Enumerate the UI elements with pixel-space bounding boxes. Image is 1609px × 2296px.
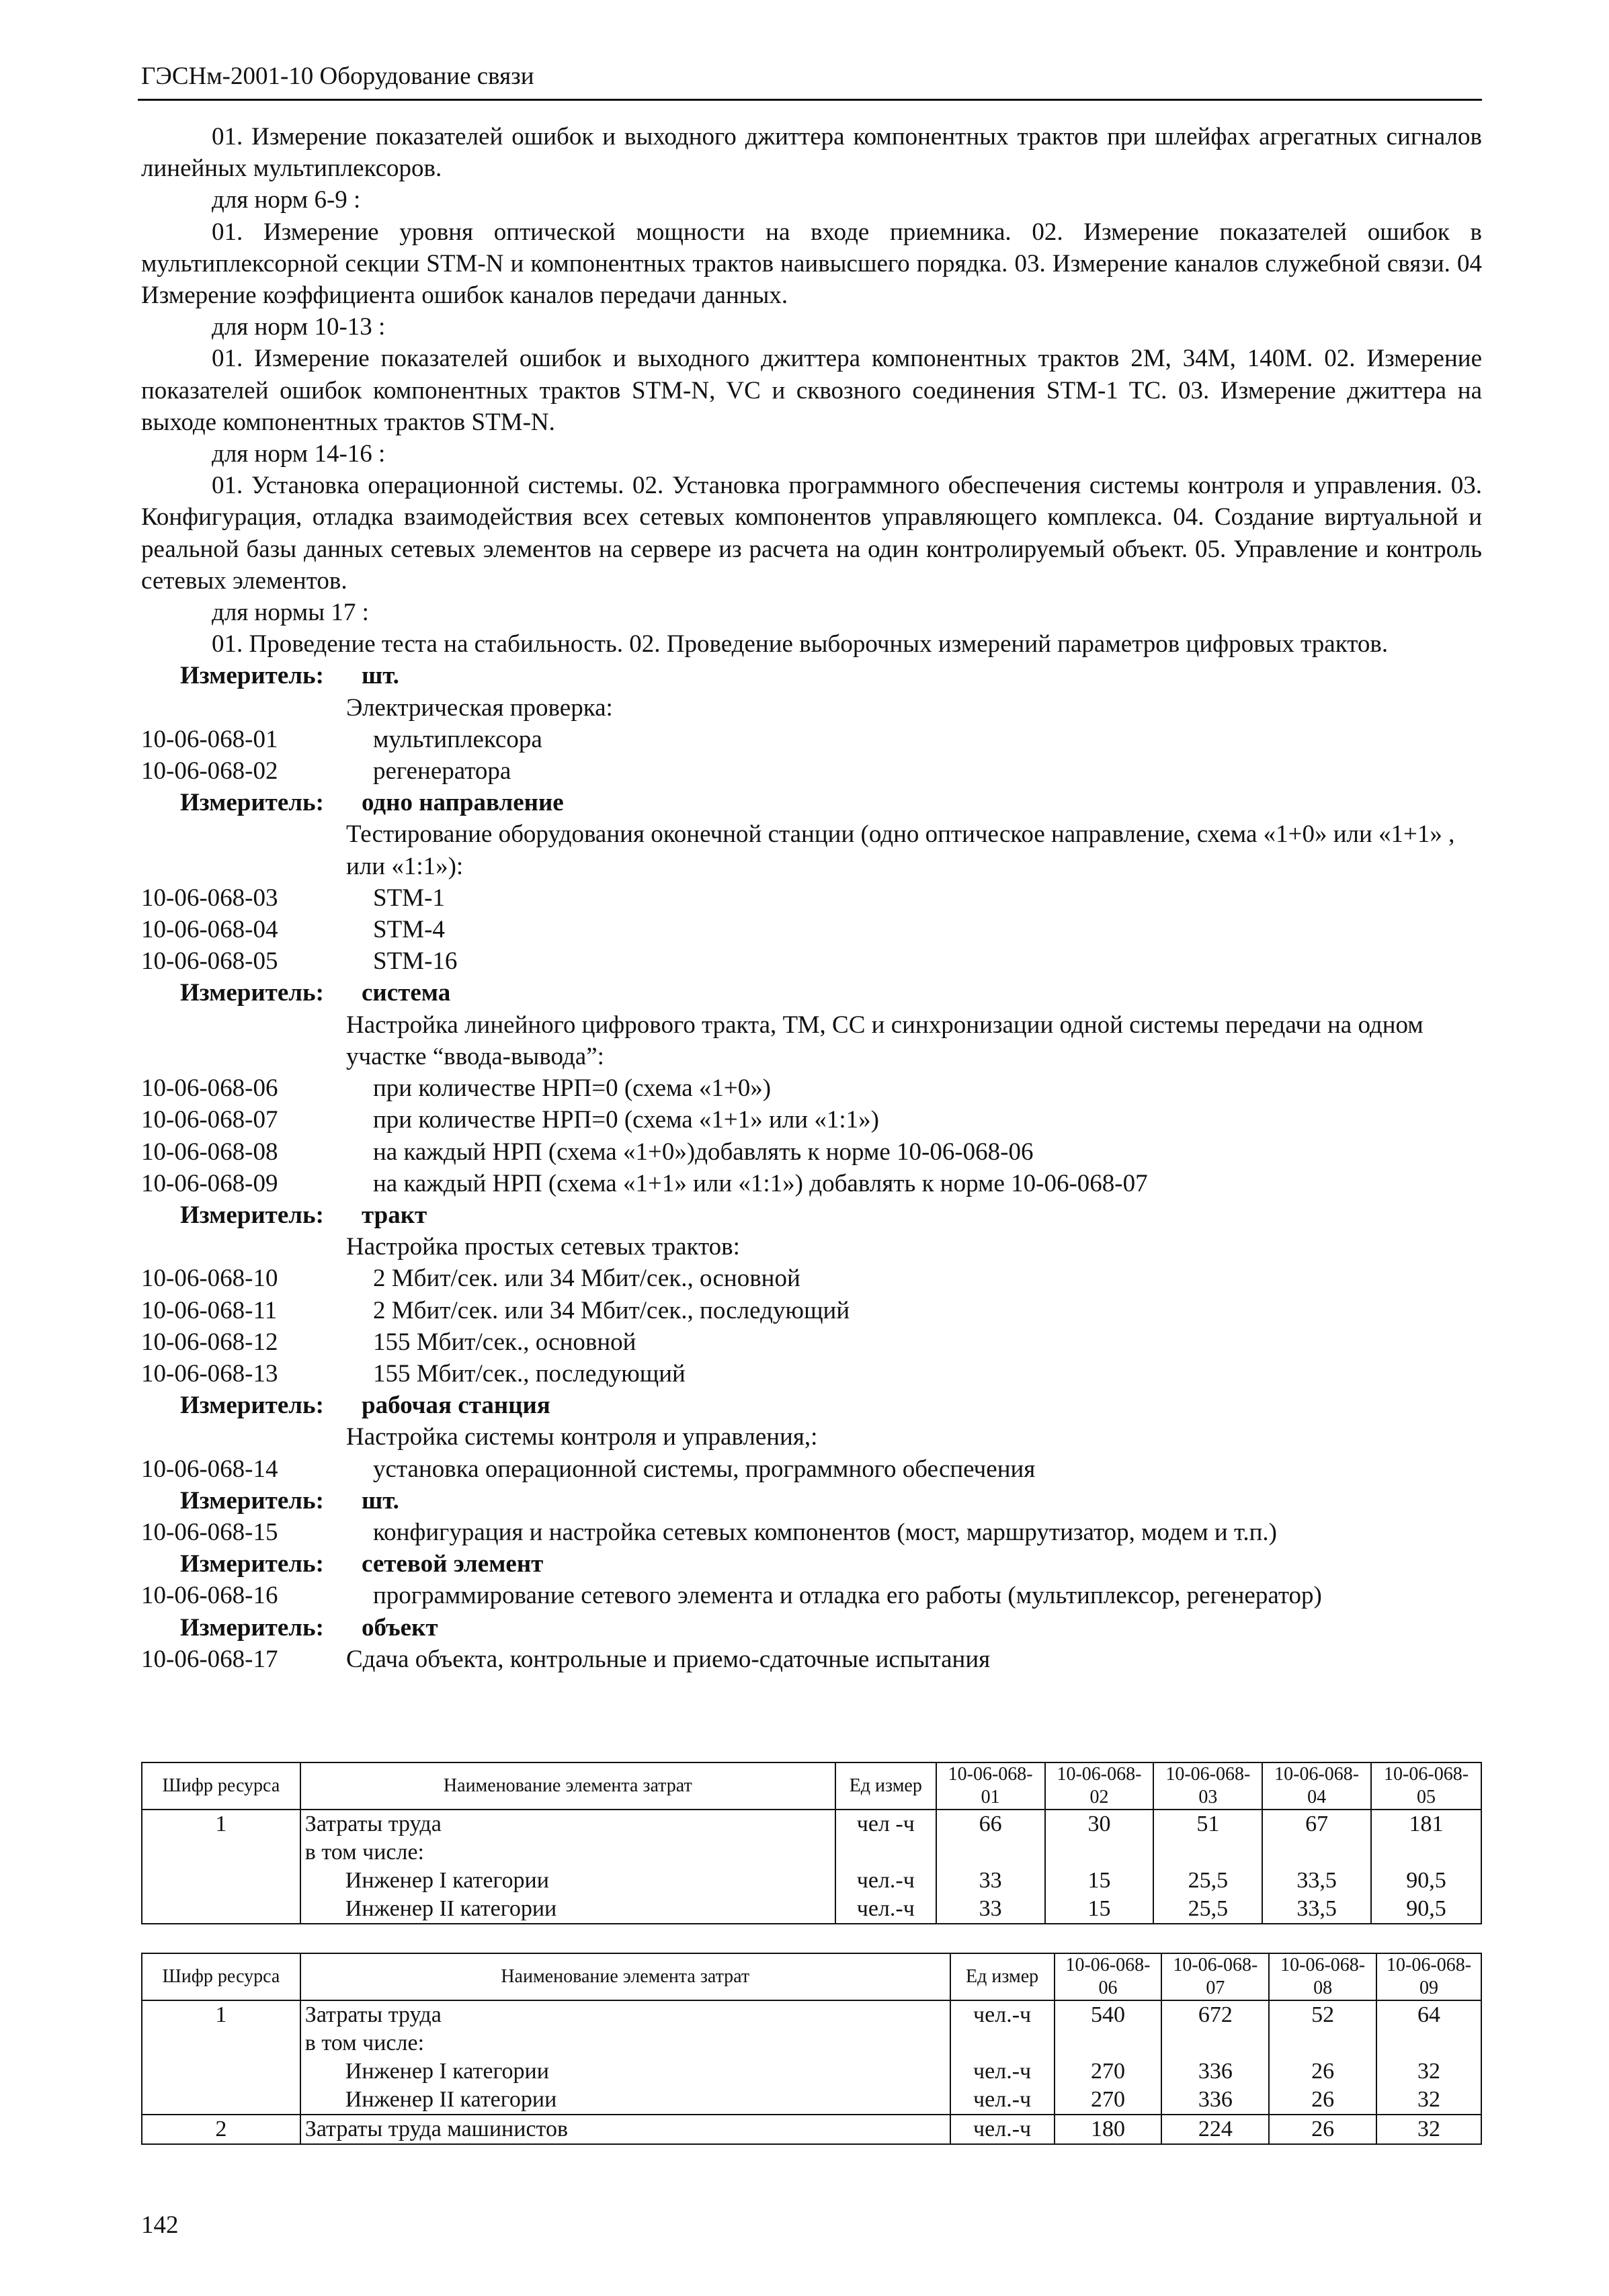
column-header-norm: 10-06-068-07 xyxy=(1161,1953,1269,2000)
group-title-row: Тестирование оборудования оконечной станции (одно оптическое направление, схема «1+0» или «1+1» , или «1:1»): xyxy=(346,820,1455,880)
norm-row: 10-06-068-15 конфигурация и настройка сетевых компонентов (мост, маршрутизатор, модем и т.п.) xyxy=(141,1518,1277,1546)
norm-row: 10-06-068-11 2 Мбит/сек. или 34 Мбит/сек., последующий xyxy=(141,1296,850,1324)
table-row: Инженер II категории чел.-ч 270 336 26 32 xyxy=(142,2086,1481,2115)
table-row: Инженер I категории чел.-ч 270 336 26 32 xyxy=(142,2057,1481,2086)
measure-unit-line: Измеритель: система xyxy=(180,979,451,1007)
norm-row: 10-06-068-02 регенератора xyxy=(141,757,511,785)
measure-unit-line: Измеритель: шт. xyxy=(180,1486,399,1515)
norm-range-label: для норм 10-13 : xyxy=(212,313,386,341)
table-row: в том числе: xyxy=(142,1838,1481,1867)
column-header-name: Наименование элемента затрат xyxy=(300,1762,835,1810)
norm-row: 10-06-068-04 STM-4 xyxy=(141,916,445,944)
page-number: 142 xyxy=(141,2211,179,2239)
group-title-row: Настройка системы контроля и управления,: xyxy=(346,1423,818,1451)
norm-row: 10-06-068-16 программирование сетевого элемента и отладка его работы (мультиплексор, регенератор) xyxy=(141,1582,1322,1610)
document-body xyxy=(141,121,1482,1675)
column-header-norm: 10-06-068-05 xyxy=(1371,1762,1481,1810)
column-header-norm: 10-06-068-02 xyxy=(1045,1762,1154,1810)
measure-unit-line: Измеритель: объект xyxy=(180,1613,438,1642)
table-row: в том числе: xyxy=(142,2029,1481,2057)
group-title-row: Настройка простых сетевых трактов: xyxy=(346,1233,740,1261)
norm-range-label: для норм 14-16 : xyxy=(212,440,386,468)
norm-row: 10-06-068-09 на каждый НРП (схема «1+1» или «1:1») добавлять к норме 10-06-068-07 xyxy=(141,1169,1148,1197)
paragraph: 01. Установка операционной системы. 02. Установка программного обеспечения системы контроля и управления. 03. Конфигурация, отладка взаимодействия всех сетевых компонентов управляющего комплекса. 04. Создание виртуальной и реальной базы данных сетевых элементов на сервере из расчета на один контролируемый объект. 05. Управление и контроль сетевых элементов. xyxy=(141,472,1482,595)
norm-range-label: для нормы 17 : xyxy=(212,599,369,627)
measure-unit-line: Измеритель: одно направление xyxy=(180,789,564,817)
measure-unit-line: Измеритель: сетевой элемент xyxy=(180,1550,544,1578)
table-row: 1 Затраты труда чел -ч 66 30 51 67 181 xyxy=(142,1810,1481,1838)
norm-row: 10-06-068-01 мультиплексора xyxy=(141,725,542,753)
column-header-norm: 10-06-068-01 xyxy=(936,1762,1045,1810)
norm-row: 10-06-068-05 STM-16 xyxy=(141,947,458,976)
table-row: 1 Затраты труда чел.-ч 540 672 52 64 xyxy=(142,2000,1481,2029)
header-divider xyxy=(138,99,1482,101)
resource-table-1 xyxy=(141,1762,1482,1924)
table-row: Инженер II категории чел.-ч 33 15 25,5 33,5 90,5 xyxy=(142,1895,1481,1924)
norm-row: 10-06-068-12 155 Мбит/сек., основной xyxy=(141,1328,636,1356)
column-header-code: Шифр ресурса xyxy=(142,1953,300,2000)
column-header-norm: 10-06-068-08 xyxy=(1269,1953,1376,2000)
page-header: ГЭСНм-2001-10 Оборудование связи xyxy=(141,62,534,90)
norm-range-label: для норм 6-9 : xyxy=(212,186,361,214)
resource-tables xyxy=(141,1762,1482,2173)
column-header-unit: Ед измер xyxy=(950,1953,1055,2000)
measure-unit-line: Измеритель: тракт xyxy=(180,1201,427,1229)
column-header-norm: 10-06-068-09 xyxy=(1376,1953,1481,2000)
norm-row: 10-06-068-08 на каждый НРП (схема «1+0»)добавлять к норме 10-06-068-06 xyxy=(141,1138,1034,1166)
norm-row: 10-06-068-13 155 Мбит/сек., последующий xyxy=(141,1359,686,1388)
paragraph: 01. Измерение уровня оптической мощности на входе приемника. 02. Измерение показателей ошибок в мультиплексорной секции STM-N и компонентных трактов наивысшего порядка. 03. Измерение каналов служебной связи. 04 Измерение коэффициента ошибок каналов передачи данных. xyxy=(141,218,1482,310)
column-header-norm: 10-06-068-03 xyxy=(1153,1762,1262,1810)
column-header-code: Шифр ресурса xyxy=(142,1762,300,1810)
norm-row: 10-06-068-17 Сдача объекта, контрольные и приемо-сдаточные испытания xyxy=(141,1645,991,1673)
norm-row: 10-06-068-03 STM-1 xyxy=(141,884,445,912)
table-row: 2 Затраты труда машинистов чел.-ч 180 224 26 32 xyxy=(142,2115,1481,2144)
table-row: Инженер I категории чел.-ч 33 15 25,5 33,5 90,5 xyxy=(142,1867,1481,1895)
table-header-row xyxy=(142,1762,1481,1810)
table-header-row xyxy=(142,1953,1481,2000)
measure-unit-line: Измеритель: шт. xyxy=(180,662,399,690)
measure-unit-line: Измеритель: рабочая станция xyxy=(180,1392,550,1420)
column-header-norm: 10-06-068-04 xyxy=(1262,1762,1371,1810)
paragraph: 01. Проведение теста на стабильность. 02. Проведение выборочных измерений параметров цифровых трактов. xyxy=(212,630,1389,658)
resource-table-2 xyxy=(141,1953,1482,2145)
paragraph: 01. Измерение показателей ошибок и выходного джиттера компонентных трактов 2М, 34М, 140М. 02. Измерение показателей ошибок компонентных трактов STM-N, VC и сквозного соединения STM-1 TC. 03. Измерение джиттера на выходе компонентных трактов STM-N. xyxy=(141,345,1482,436)
paragraph: 01. Измерение показателей ошибок и выходного джиттера компонентных трактов при шлейфах агрегатных сигналов линейных мультиплексоров. xyxy=(141,123,1482,183)
norm-row: 10-06-068-10 2 Мбит/сек. или 34 Мбит/сек., основной xyxy=(141,1265,800,1293)
column-header-name: Наименование элемента затрат xyxy=(300,1953,950,2000)
group-title-row: Электрическая проверка: xyxy=(346,693,613,722)
norm-row: 10-06-068-07 при количестве НРП=0 (схема «1+1» или «1:1») xyxy=(141,1106,879,1134)
column-header-norm: 10-06-068-06 xyxy=(1055,1953,1162,2000)
group-title-row: Настройка линейного цифрового тракта, ТМ, СС и синхронизации одной системы передачи на одном участке “ввода-вывода”: xyxy=(346,1011,1424,1070)
norm-row: 10-06-068-14 установка операционной системы, программного обеспечения xyxy=(141,1455,1036,1483)
norm-row: 10-06-068-06 при количестве НРП=0 (схема «1+0») xyxy=(141,1074,772,1103)
column-header-unit: Ед измер xyxy=(835,1762,936,1810)
